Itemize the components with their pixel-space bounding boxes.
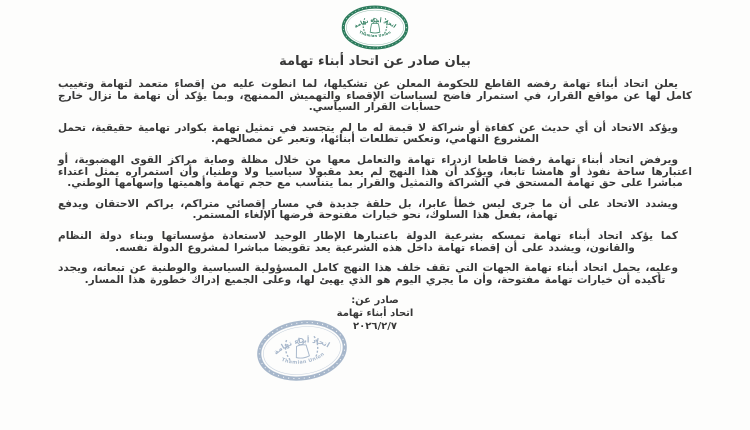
union-logo-emblem-icon: [341, 5, 409, 50]
stamp-english-name: Thamian Union: [280, 351, 326, 366]
paragraph-2: ويؤكد الاتحاد أن أي حديث عن كفاءة أو شراكة لا قيمة له ما لم يتجسد في تمثيل تهامة بكوادر تهامية حقيقية، تحمل المشروع التهامي، وتعكس تطلعات أبنائها، وتعبر عن مصالحهم.: [58, 121, 678, 146]
logo-arabic-name: اتحاد أبناء تهامة: [353, 17, 397, 30]
svg-text:Thamian Union: [280, 351, 327, 369]
paragraph-3: ويرفض اتحاد أبناء تهامة رفضا قاطعا ازدراء تهامة والتعامل معها من خلال مظلة وصاية مراكز القوى الهضبوية، أو اعتبارها ساحة نفوذ أو هامشا تابعا، ويؤكد أن هذا النهج لم يعد مقبولا سياسيا ولا وطنيا، وأن استمراره يمثل اعتداء مباشرا على حق تهامة المستحق في الشراكة والتمثيل والقرار بما يتناسب مع حجم تهامة وأهميتها وإسهامها الوطني.: [58, 153, 692, 190]
union-stamp-emblem-icon: [252, 314, 352, 387]
statement-date: ٢٠٢٦/٢/٧: [353, 321, 397, 333]
paragraph-6: وعليه، يحمل اتحاد أبناء تهامة الجهات التي تقف خلف هذا النهج كامل المسؤولية السياسية والوطنية عن تبعاته، ويجدد تأكيده أن خيارات تهامة مفتوحة، وأن ما يجري اليوم هو الذي يهيئ لها، وعلى الجميع إدراك خطورة هذا المسار.: [58, 262, 678, 286]
paragraph-4: ويشدد الاتحاد على أن ما جرى ليس خطأ عابرا، بل حلقة جديدة في مسار إقصائي متراكم، يراكم الاحتقان ويدفع تهامة، بفعل هذا السلوك، نحو خيارات مفتوحة فرضها الإلغاء المستمر.: [58, 197, 678, 222]
figure-body-icon: [295, 344, 310, 359]
paragraph-5: كما يؤكد اتحاد أبناء تهامة تمسكه بشرعية الدولة باعتبارها الإطار الوحيد لاستعادة مؤسساتها وبناء دولة النظام والقانون، ويشدد على أن إقصاء تهامة داخل هذه الشرعية يعد تقويضا مباشرا لمشروع الدولة نفسه.: [58, 229, 678, 254]
statement-title: بيان صادر عن اتحاد أبناء تهامة: [279, 54, 471, 69]
logo-english-name: Thamian Union: [358, 30, 392, 39]
paragraph-1: يعلن اتحاد أبناء تهامة رفضه القاطع للحكومة المعلن عن تشكيلها، لما انطوت عليه من إقصاء متعمد لتهامة وتغييب كامل لها عن مواقع القرار، في استمرار فاضح لسياسات الإقصاء والتهميش الممنهج، وبما يؤكد أن تهامة ما تزال خارج حسابات القرار السياسي.: [58, 78, 692, 114]
issued-by-label: صادر عن:: [351, 295, 399, 307]
stamp-arabic-name: اتحاد أبناء تهامة: [271, 335, 332, 357]
union-logo: [341, 5, 409, 50]
union-stamp: [252, 314, 352, 387]
statement-body: [58, 79, 692, 286]
signature-block: [0, 295, 750, 333]
issuer-name: اتحاد أبناء تهامة: [336, 308, 414, 320]
